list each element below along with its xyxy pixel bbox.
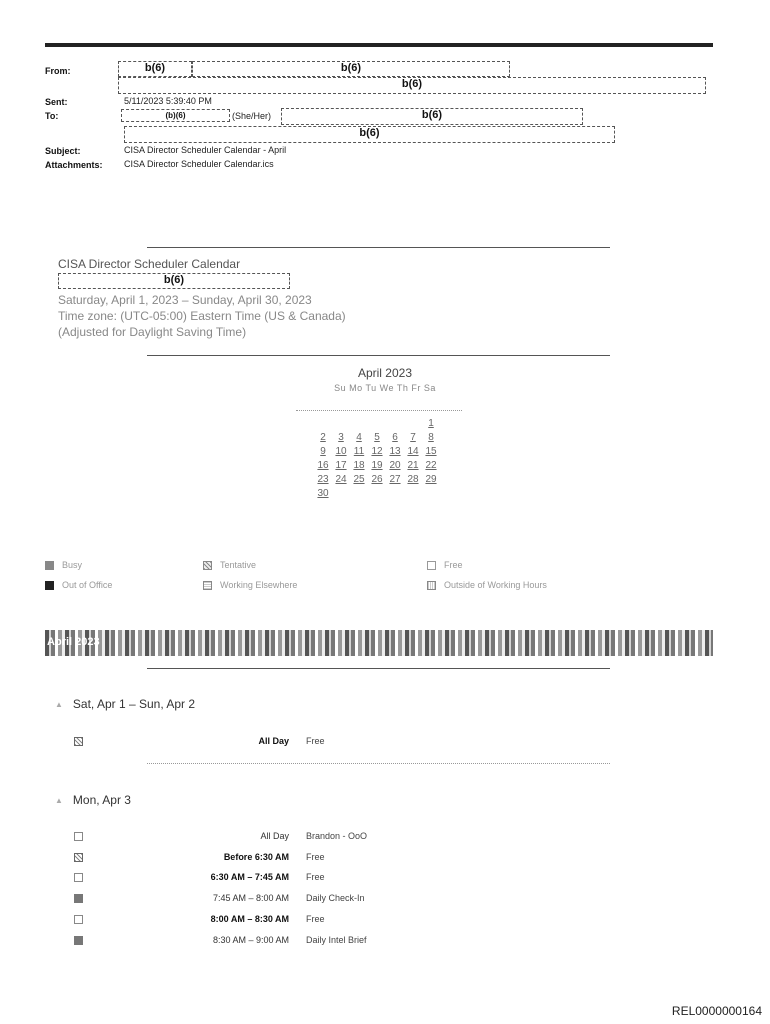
out-of-office-swatch-icon xyxy=(45,581,54,590)
mini-calendar-empty xyxy=(332,488,350,502)
document-control-number: REL0000000164 xyxy=(671,1004,762,1018)
tentative-swatch-icon xyxy=(203,561,212,570)
mini-calendar-week xyxy=(314,446,440,460)
event-time: All Day xyxy=(258,736,289,746)
mini-calendar-week xyxy=(314,488,440,502)
event-row[interactable] xyxy=(74,852,534,866)
event-time: 8:00 AM – 8:30 AM xyxy=(210,914,289,924)
calendar-owner-redaction: b(6) xyxy=(58,273,290,289)
calendar-date-range: Saturday, April 1, 2023 – Sunday, April 30, 2023 xyxy=(58,293,312,307)
mini-calendar-empty xyxy=(404,418,422,432)
mini-calendar-day[interactable]: 11 xyxy=(353,446,365,457)
collapse-caret-icon[interactable]: ▲ xyxy=(55,699,63,709)
event-row[interactable] xyxy=(74,914,534,928)
legend-tentative xyxy=(203,560,256,570)
mini-calendar-day[interactable]: 30 xyxy=(317,488,329,499)
mini-calendar-day[interactable]: 18 xyxy=(353,460,365,471)
event-name: Brandon - OoO xyxy=(306,831,368,841)
from-redaction-3: b(6) xyxy=(118,77,706,94)
subject-label: Subject: xyxy=(45,146,81,156)
mini-calendar-empty xyxy=(386,418,404,432)
event-name: Free xyxy=(306,914,325,924)
mini-calendar-week xyxy=(314,474,440,488)
mini-calendar-day[interactable]: 21 xyxy=(407,460,419,471)
mini-calendar-week xyxy=(314,418,440,432)
mini-calendar-day[interactable]: 28 xyxy=(407,474,419,485)
mini-calendar-day[interactable]: 8 xyxy=(428,432,434,443)
legend-ooo xyxy=(45,580,112,590)
mini-calendar-empty xyxy=(350,488,368,502)
mini-calendar-day[interactable]: 17 xyxy=(335,460,347,471)
event-row[interactable] xyxy=(74,736,534,750)
month-band-rule xyxy=(147,668,610,669)
section-header-apr-1-2[interactable] xyxy=(55,697,195,711)
mini-calendar-weekdays: Su Mo Tu We Th Fr Sa xyxy=(334,383,436,393)
mini-calendar-week xyxy=(314,432,440,446)
legend-busy-label: Busy xyxy=(62,560,83,570)
working-elsewhere-swatch-icon xyxy=(203,581,212,590)
legend-free xyxy=(427,560,463,570)
mini-calendar-empty xyxy=(404,488,422,502)
event-row[interactable] xyxy=(74,872,534,886)
mini-calendar-empty xyxy=(368,488,386,502)
mini-calendar-header xyxy=(300,366,470,393)
from-label: From: xyxy=(45,66,71,76)
mini-calendar-day[interactable]: 13 xyxy=(389,446,401,457)
mini-calendar-day[interactable]: 2 xyxy=(320,432,326,443)
mini-calendar-empty xyxy=(386,488,404,502)
legend-free-label: Free xyxy=(444,560,463,570)
event-name: Daily Intel Brief xyxy=(306,935,367,945)
mini-calendar-empty xyxy=(314,418,332,432)
legend-tentative-label: Tentative xyxy=(220,560,257,570)
mini-calendar-day[interactable]: 12 xyxy=(371,446,383,457)
mini-calendar-day[interactable]: 24 xyxy=(335,474,347,485)
attachment-file-link[interactable]: CISA Director Scheduler Calendar.ics xyxy=(124,159,274,169)
mini-calendar-day[interactable]: 3 xyxy=(338,432,344,443)
event-name: Free xyxy=(306,736,325,746)
to-label: To: xyxy=(45,111,59,121)
mini-calendar-day[interactable]: 6 xyxy=(392,432,398,443)
section-header-apr-3[interactable] xyxy=(55,793,131,807)
mini-calendar-rule xyxy=(296,410,462,411)
mini-calendar-empty xyxy=(422,488,440,502)
month-band xyxy=(45,630,713,656)
from-redaction-2: b(6) xyxy=(192,61,510,77)
free-swatch-icon xyxy=(427,561,436,570)
mini-calendar-day[interactable]: 23 xyxy=(317,474,329,485)
event-row[interactable] xyxy=(74,893,534,907)
to-pronoun: (She/Her) xyxy=(232,111,272,121)
calendar-timezone: Time zone: (UTC-05:00) Eastern Time (US & Canada) xyxy=(58,309,346,323)
mini-calendar-day[interactable]: 25 xyxy=(353,474,365,485)
event-time: 6:30 AM – 7:45 AM xyxy=(210,872,289,882)
subject-value: CISA Director Scheduler Calendar - April xyxy=(124,145,287,155)
mini-calendar-day[interactable]: 29 xyxy=(425,474,437,485)
attachments-label: Attachments: xyxy=(45,160,103,170)
calendar-title: CISA Director Scheduler Calendar xyxy=(58,257,241,271)
legend-busy xyxy=(45,560,82,570)
to-redaction-3: b(6) xyxy=(124,126,615,143)
mini-calendar-month: April 2023 xyxy=(357,366,413,380)
section-header-label: Sat, Apr 1 – Sun, Apr 2 xyxy=(72,697,196,711)
legend-working-elsewhere xyxy=(203,580,297,590)
mini-calendar-day[interactable]: 20 xyxy=(389,460,401,471)
mini-calendar-day[interactable]: 4 xyxy=(356,432,362,443)
to-redaction-2: b(6) xyxy=(281,108,583,125)
mini-calendar-grid xyxy=(314,418,440,502)
collapse-caret-icon[interactable]: ▲ xyxy=(55,795,63,805)
mini-calendar-day[interactable]: 19 xyxy=(371,460,383,471)
outside-hours-swatch-icon xyxy=(427,581,436,590)
event-row[interactable] xyxy=(74,831,534,845)
calendar-mid-rule xyxy=(147,355,610,356)
legend-ooo-label: Out of Office xyxy=(62,580,113,590)
mini-calendar-day[interactable]: 15 xyxy=(425,446,437,457)
event-row[interactable] xyxy=(74,935,534,949)
mini-calendar-day[interactable]: 27 xyxy=(389,474,401,485)
calendar-info xyxy=(58,292,346,340)
sent-value: 5/11/2023 5:39:40 PM xyxy=(124,96,212,106)
event-time: 8:30 AM – 9:00 AM xyxy=(212,935,289,945)
event-name: Daily Check-In xyxy=(306,893,365,903)
mini-calendar-empty xyxy=(368,418,386,432)
mini-calendar-day[interactable]: 7 xyxy=(410,432,416,443)
event-time: All Day xyxy=(260,831,289,841)
mini-calendar-empty xyxy=(332,418,350,432)
section-rule xyxy=(147,763,610,764)
section-header-label: Mon, Apr 3 xyxy=(72,793,131,807)
mini-calendar-day[interactable]: 14 xyxy=(407,446,419,457)
month-band-label: April 2023 xyxy=(47,636,100,648)
mini-calendar-empty xyxy=(350,418,368,432)
from-redaction-1: b(6) xyxy=(118,61,192,77)
busy-swatch-icon xyxy=(45,561,54,570)
mini-calendar-day[interactable]: 10 xyxy=(335,446,347,457)
legend-outside-hours-label: Outside of Working Hours xyxy=(444,580,547,590)
mini-calendar-day[interactable]: 22 xyxy=(425,460,437,471)
mini-calendar-day[interactable]: 16 xyxy=(317,460,329,471)
event-name: Free xyxy=(306,872,325,882)
to-redaction-small: (b)(6) xyxy=(121,109,230,122)
mini-calendar-week xyxy=(314,460,440,474)
legend-outside-hours xyxy=(427,580,547,590)
event-time: Before 6:30 AM xyxy=(223,852,289,862)
mini-calendar-day[interactable]: 1 xyxy=(428,418,434,429)
legend-working-elsewhere-label: Working Elsewhere xyxy=(220,580,298,590)
calendar-top-rule xyxy=(147,247,610,248)
mini-calendar-day[interactable]: 5 xyxy=(374,432,380,443)
event-name: Free xyxy=(306,852,325,862)
event-time: 7:45 AM – 8:00 AM xyxy=(212,893,289,903)
mini-calendar-day[interactable]: 26 xyxy=(371,474,383,485)
mini-calendar-day[interactable]: 9 xyxy=(320,446,326,457)
header-top-rule xyxy=(45,43,713,47)
calendar-dst-note: (Adjusted for Daylight Saving Time) xyxy=(58,325,247,339)
sent-label: Sent: xyxy=(45,97,68,107)
